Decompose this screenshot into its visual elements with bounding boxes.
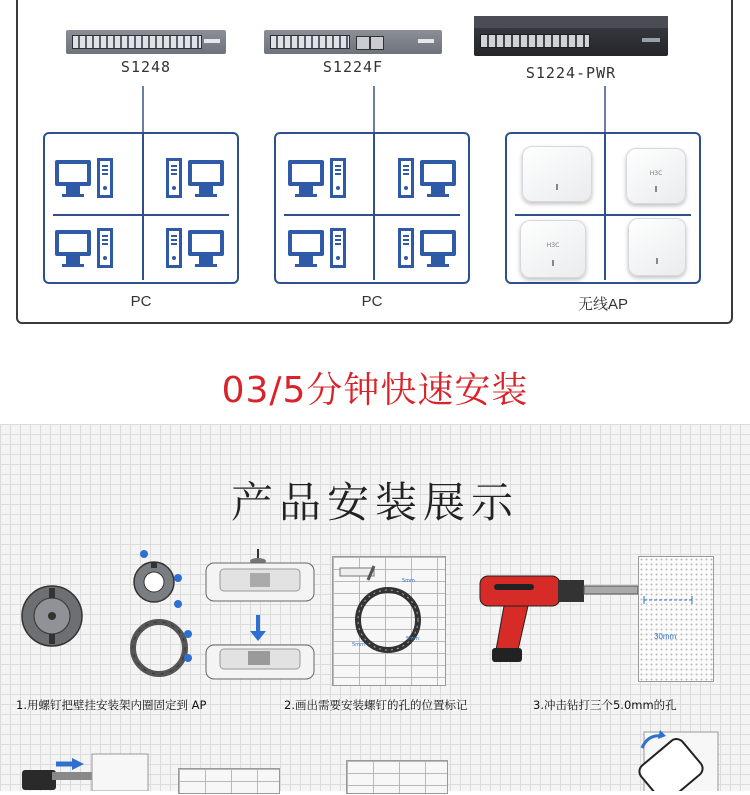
pc-icon: [166, 228, 228, 270]
ap-logo: H3C: [649, 170, 663, 177]
pc-icon: [398, 228, 460, 270]
access-point-icon: [628, 218, 686, 276]
pc-icon: [166, 158, 228, 200]
link-line-2: [373, 86, 375, 134]
step2-caption: 2.画出需要安装螺钉的孔的位置标记: [284, 698, 468, 712]
access-point-icon: [520, 220, 586, 278]
link-line-1: [142, 86, 144, 134]
pc-icon: [55, 158, 117, 200]
switch-s1224-pwr-label: S1224-PWR: [525, 64, 617, 82]
step3-measure: [640, 594, 700, 646]
step6-wall-illustration: [346, 760, 448, 794]
switch-s1248-image: [66, 30, 226, 54]
access-point-icon: [522, 146, 592, 202]
link-line-3: [604, 86, 606, 134]
step3-caption: 3.冲击钻打三个5.0mm的孔: [533, 698, 677, 712]
pc-icon: [398, 158, 460, 200]
svg-text:5mm: 5mm: [402, 578, 415, 584]
svg-text:5mm: 5mm: [352, 642, 365, 648]
switch-s1224f-image: [264, 30, 442, 54]
group-label-ap: 无线AP: [577, 296, 628, 313]
switch-s1224-pwr-image: [474, 16, 668, 56]
switch-s1248-label: S1248: [120, 58, 172, 76]
step1-ap-mount-illustration: [200, 545, 320, 685]
access-point-icon: [626, 148, 686, 204]
step2-bracket-on-wall: [332, 556, 444, 684]
group-label-pc-1: PC: [130, 293, 152, 310]
step1-illustration: [14, 548, 214, 680]
step1-caption: 1.用螺钉把壁挂安装架内圈固定到 AP: [16, 698, 207, 712]
group-label-pc-2: PC: [361, 293, 383, 310]
step4-anchor-illustration: [22, 748, 152, 791]
switch-s1224f-label: S1224F: [322, 58, 384, 76]
pc-icon: [288, 228, 350, 270]
drill-depth-label: 30mm: [654, 632, 677, 641]
svg-text:5mm: 5mm: [406, 636, 419, 642]
install-title: 产品安装展示: [230, 478, 519, 527]
step5-wall-illustration: [178, 768, 280, 794]
pc-icon: [288, 158, 350, 200]
pc-icon: [55, 228, 117, 270]
section-heading: 03/5分钟快速安装: [221, 370, 529, 411]
step7-ap-rotate-illustration: [630, 726, 720, 791]
step3-drill-illustration: [474, 566, 644, 666]
ap-logo: H3C: [546, 242, 560, 249]
